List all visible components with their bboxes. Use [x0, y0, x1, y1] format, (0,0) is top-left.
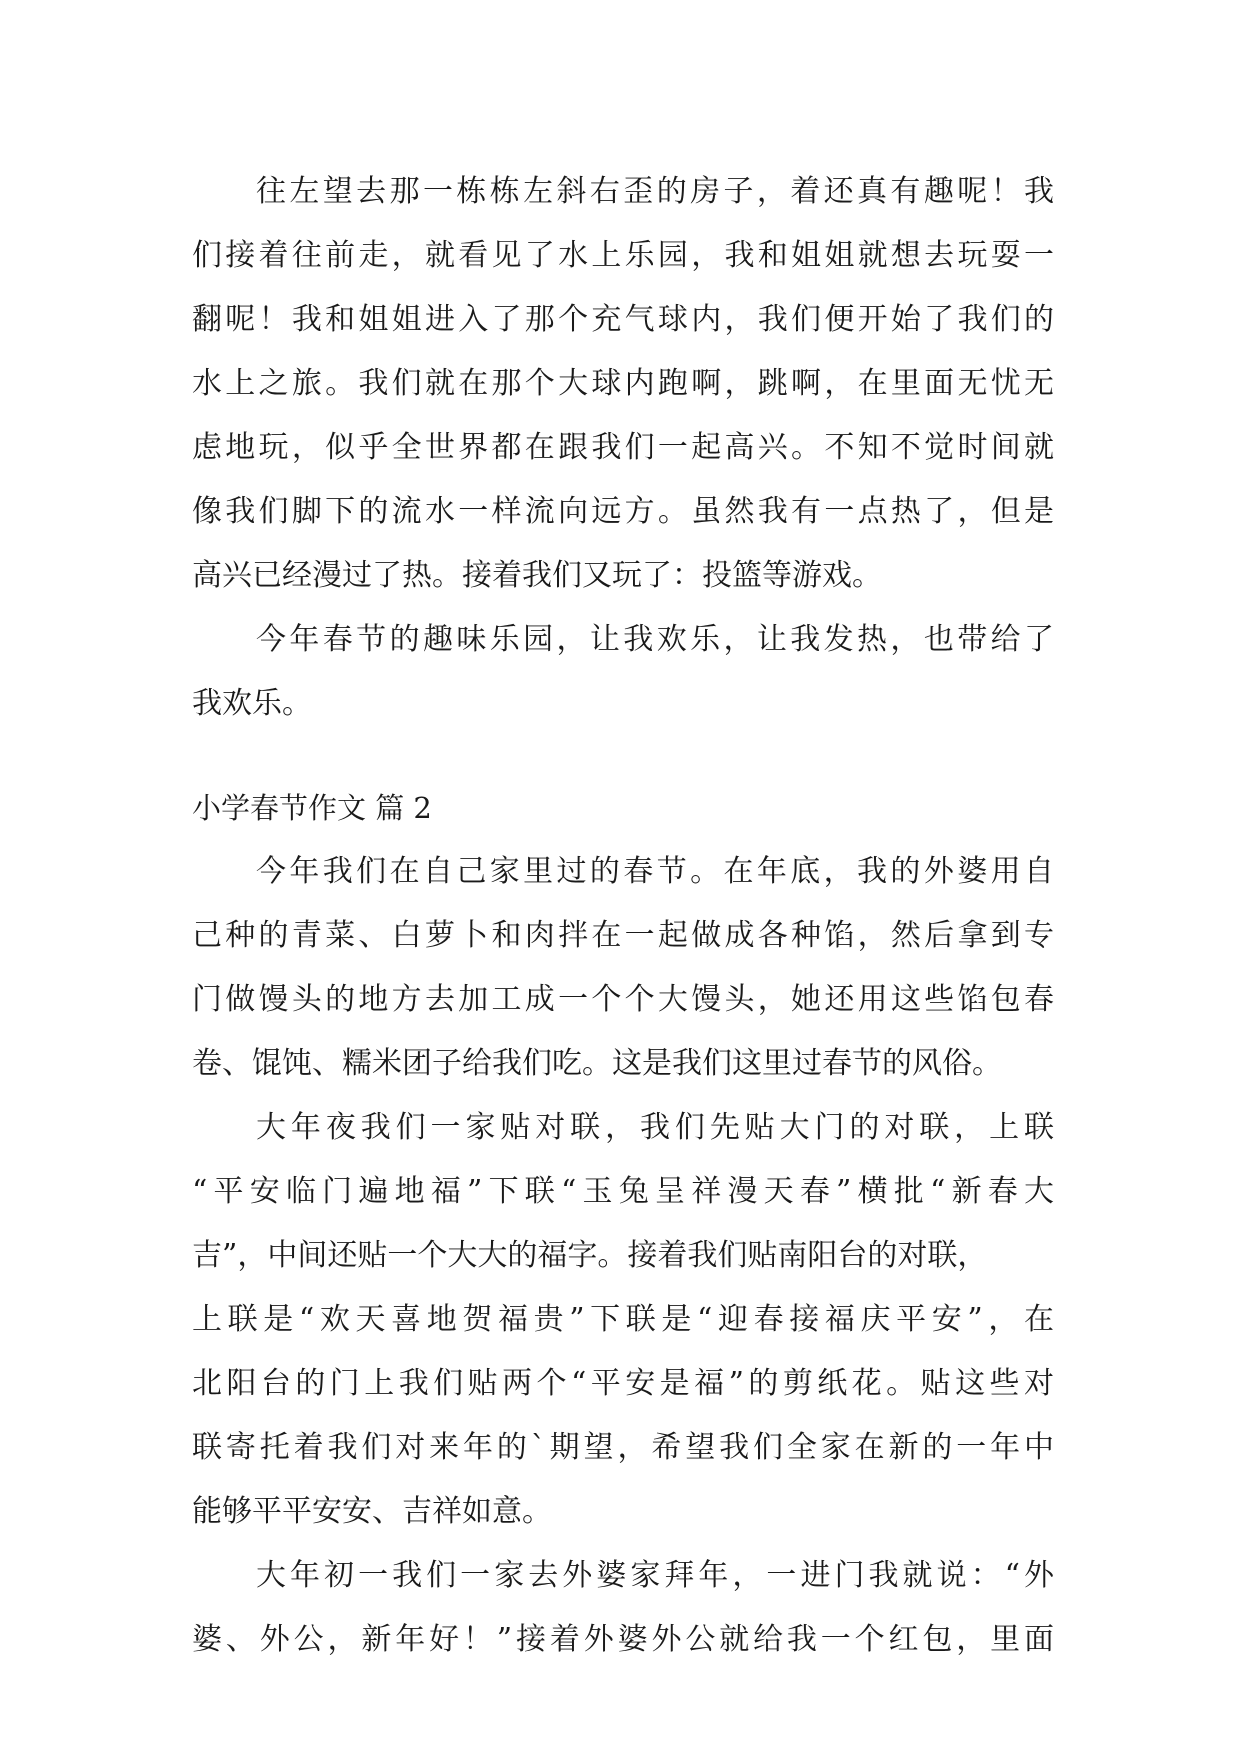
text-line: 们接着往前走，就看见了水上乐园，我和姐姐就想去玩耍一: [192, 238, 1054, 273]
section-heading: 小学春节作文 篇 2: [192, 791, 432, 825]
paragraph: [192, 160, 1054, 608]
document-page: [192, 160, 1054, 1672]
text-line: 卷、馄饨、糯米团子给我们吃。这是我们这里过春节的风俗。: [192, 1046, 1002, 1081]
paragraph: [192, 1544, 1054, 1672]
text-line: 往左望去那一栋栋左斜右歪的房子，着还真有趣呢！我: [256, 174, 1054, 209]
text-line: 大年初一我们一家去外婆家拜年，一进门我就说：“外: [256, 1558, 1054, 1593]
text-line: “平安临门遍地福”下联“玉兔呈祥漫天春”横批“新春大: [192, 1174, 1054, 1209]
text-line: 北阳台的门上我们贴两个“平安是福”的剪纸花。贴这些对: [192, 1366, 1054, 1401]
text-line: 己种的青菜、白萝卜和肉拌在一起做成各种馅，然后拿到专: [192, 918, 1054, 953]
text-line: 虑地玩，似乎全世界都在跟我们一起高兴。不知不觉时间就: [192, 430, 1054, 465]
section-spacer: [192, 736, 1054, 776]
paragraph: [192, 608, 1054, 736]
text-line: 高兴已经漫过了热。接着我们又玩了：投篮等游戏。: [192, 558, 882, 593]
text-line: 我欢乐。: [192, 686, 312, 721]
paragraph: [192, 840, 1054, 1096]
text-line: 门做馒头的地方去加工成一个个大馒头，她还用这些馅包春: [192, 982, 1054, 1017]
text-line: 大年夜我们一家贴对联，我们先贴大门的对联，上联: [256, 1110, 1054, 1145]
text-line: 今年春节的趣味乐园，让我欢乐，让我发热，也带给了: [256, 622, 1054, 657]
text-line: 今年我们在自己家里过的春节。在年底，我的外婆用自: [256, 854, 1054, 889]
text-line: 水上之旅。我们就在那个大球内跑啊，跳啊，在里面无忧无: [192, 366, 1054, 401]
paragraph: [192, 1096, 1054, 1544]
text-line: 像我们脚下的流水一样流向远方。虽然我有一点热了，但是: [192, 494, 1054, 529]
text-line: 吉”，中间还贴一个大大的福字。接着我们贴南阳台的对联，: [192, 1238, 988, 1273]
text-line: 联寄托着我们对来年的`期望，希望我们全家在新的一年中: [192, 1430, 1054, 1465]
text-line: 能够平平安安、吉祥如意。: [192, 1494, 552, 1529]
text-line: 翻呢！我和姐姐进入了那个充气球内，我们便开始了我们的: [192, 302, 1054, 337]
text-line: 婆、外公，新年好！”接着外婆外公就给我一个红包，里面: [192, 1622, 1054, 1657]
text-line: 上联是“欢天喜地贺福贵”下联是“迎春接福庆平安”，在: [192, 1302, 1054, 1337]
